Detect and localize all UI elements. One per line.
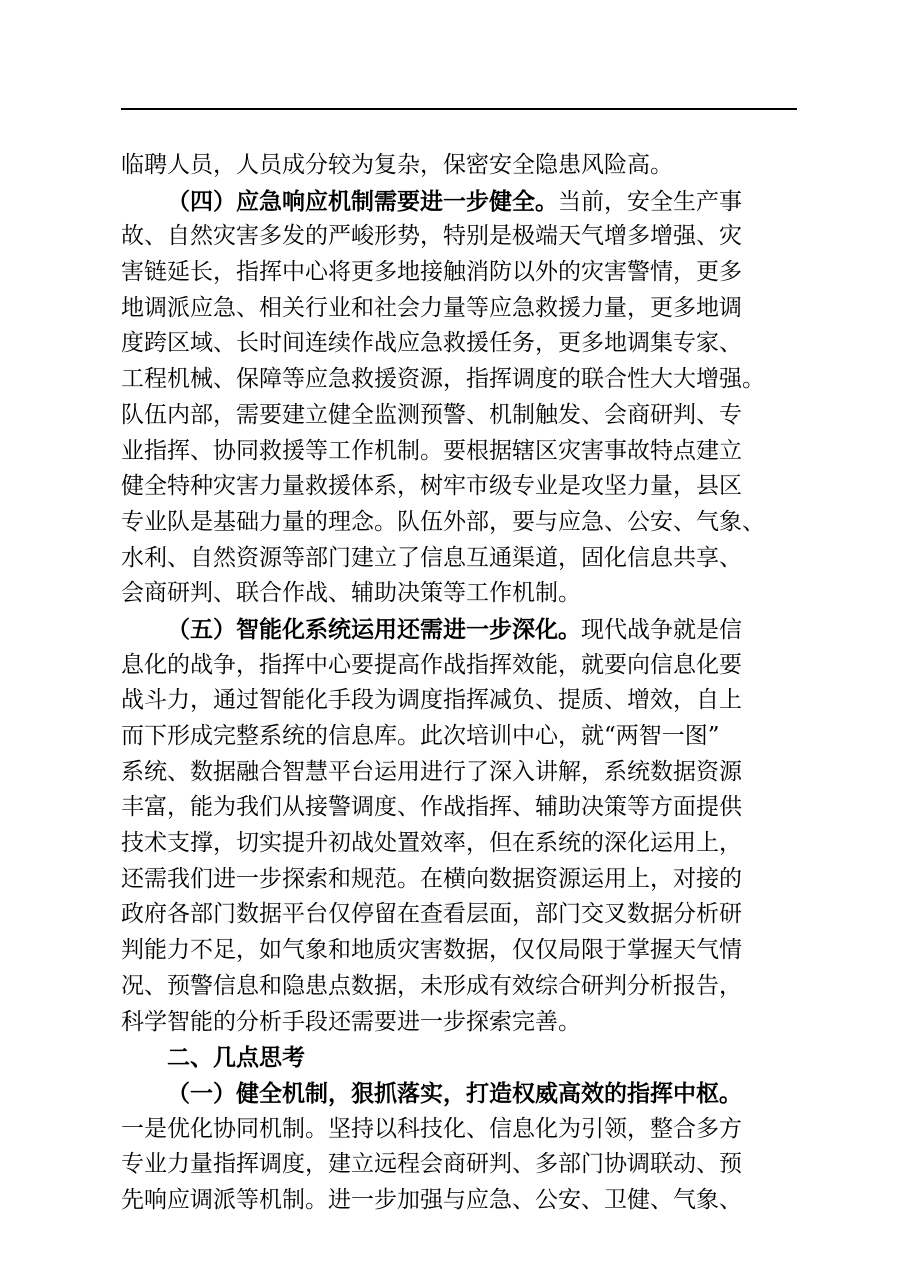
text-line: 专业队是基础力量的理念。队伍外部，要与应急、公安、气象、 <box>121 508 765 535</box>
text-line: 临聘人员，人员成分较为复杂，保密安全隐患风险高。 <box>121 152 673 178</box>
text-line: 故、自然灾害多发的严峻形势，特别是极端天气增多增强、灾 <box>121 223 742 250</box>
section-title-line <box>121 1040 811 1076</box>
text-line: 政府各部门数据平台仅停留在查看层面，部门交叉数据分析研 <box>121 901 742 928</box>
document-body <box>121 148 811 1219</box>
subsection-heading: （一）健全机制，狠抓落实，打造权威高效的指挥中枢。 <box>167 1079 742 1107</box>
text-line: 还需我们进一步探索和规范。在横向数据资源运用上，对接的 <box>121 865 742 892</box>
section-title: 二、几点思考 <box>167 1044 305 1072</box>
text-run: 当前，安全生产事 <box>558 188 742 215</box>
paragraph-heading-line <box>121 612 811 648</box>
text-line: 工程机械、保障等应急救援资源，指挥调度的联合性大大增强。 <box>121 366 765 393</box>
text-line: 度跨区域、长时间连续作战应急救援任务，更多地调集专家、 <box>121 330 742 357</box>
subsection-heading-line <box>121 1076 811 1112</box>
section-heading: （五）智能化系统运用还需进一步深化。 <box>167 615 581 643</box>
text-line: 息化的战争，指挥中心要提高作战指挥效能，就要向信息化要 <box>121 651 742 678</box>
text-line: 科学智能的分析手段还需要进一步探索完善。 <box>121 1008 581 1035</box>
text-line: 健全特种灾害力量救援体系，树牢市级专业是攻坚力量，县区 <box>121 473 742 500</box>
text-line: 技术支撑，切实提升初战处置效率，但在系统的深化运用上， <box>121 830 742 857</box>
text-line: 专业力量指挥调度，建立远程会商研判、多部门协调联动、预 <box>121 1151 742 1178</box>
paragraph-heading-line <box>121 184 811 220</box>
text-run: 现代战争就是信 <box>581 616 742 643</box>
text-line: 丰富，能为我们从接警调度、作战指挥、辅助决策等方面提供 <box>121 794 742 821</box>
text-line: 判能力不足，如气象和地质灾害数据，仅仅局限于掌握天气情 <box>121 937 742 964</box>
text-line: 系统、数据融合智慧平台运用进行了深入讲解，系统数据资源 <box>121 758 742 785</box>
text-line: 而下形成完整系统的信息库。此次培训中心，就“两智一图” <box>121 723 720 749</box>
text-line: 队伍内部，需要建立健全监测预警、机制触发、会商研判、专 <box>121 401 742 428</box>
text-line: 会商研判、联合作战、辅助决策等工作机制。 <box>121 580 581 607</box>
text-line: 先响应调派等机制。进一步加强与应急、公安、卫健、气象、 <box>121 1186 742 1213</box>
text-line: 业指挥、协同救援等工作机制。要根据辖区灾害事故特点建立 <box>121 437 742 464</box>
text-line: 地调派应急、相关行业和社会力量等应急救援力量，更多地调 <box>121 294 742 321</box>
text-line: 害链延长，指挥中心将更多地接触消防以外的灾害警情，更多 <box>121 259 742 286</box>
section-heading: （四）应急响应机制需要进一步健全。 <box>167 187 558 215</box>
header-rule <box>121 108 797 110</box>
text-line: 况、预警信息和隐患点数据，未形成有效综合研判分析报告， <box>121 972 742 999</box>
text-line: 水利、自然资源等部门建立了信息互通渠道，固化信息共享、 <box>121 544 742 571</box>
text-line: 战斗力，通过智能化手段为调度指挥减负、提质、增效，自上 <box>121 687 742 714</box>
text-line: 一是优化协同机制。坚持以科技化、信息化为引领，整合多方 <box>121 1115 742 1142</box>
